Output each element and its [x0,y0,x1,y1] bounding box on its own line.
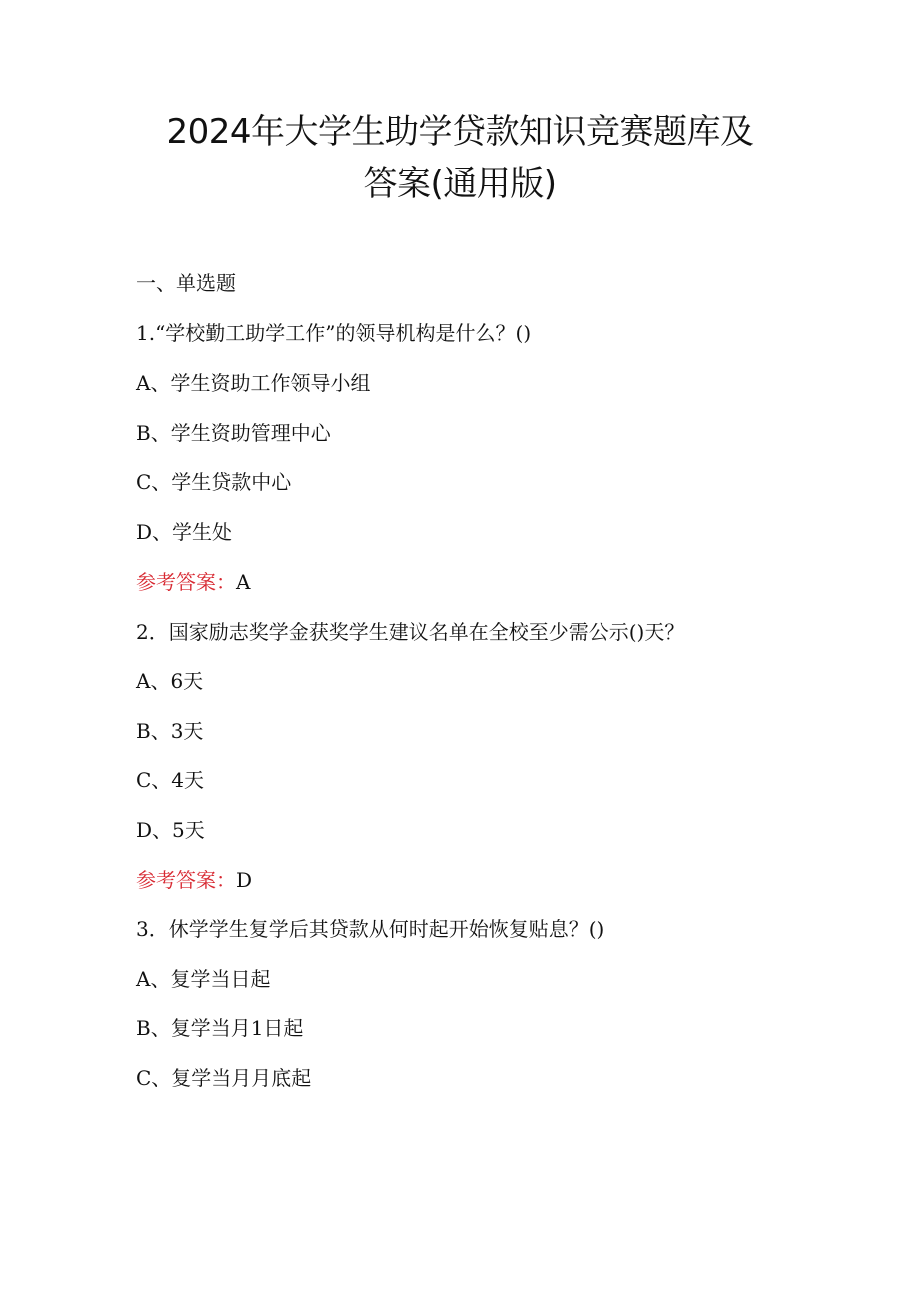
answer-label: 参考答案： [136,868,236,892]
question-2-answer [136,867,252,893]
question-2-option-a: A、6天 [136,669,204,693]
question-1-option-d: D、学生处 [136,520,233,544]
section-heading: 一、单选题 [136,271,236,295]
document-title-line-2: 答案(通用版) [363,164,557,204]
document-title-line-1: 2024年大学生助学贷款知识竞赛题库及 [166,112,754,152]
question-3-option-b: B、复学当月1日起 [136,1016,304,1040]
question-2-text: 2．国家励志奖学金获奖学生建议名单在全校至少需公示()天？ [136,620,685,644]
question-2-option-b: B、3天 [136,719,204,743]
question-3-text: 3．休学学生复学后其贷款从何时起开始恢复贴息？() [136,917,605,941]
question-3-option-a: A、复学当日起 [136,967,271,991]
question-1-option-c: C、学生贷款中心 [136,470,292,494]
answer-value: A [236,570,251,594]
answer-label: 参考答案： [136,570,236,594]
question-1-option-a: A、学生资助工作领导小组 [136,371,371,395]
answer-value: D [236,868,253,892]
question-3-option-c: C、复学当月月底起 [136,1066,312,1090]
question-2-option-c: C、4天 [136,768,205,792]
question-2-option-d: D、5天 [136,818,205,842]
question-1-option-b: B、学生资助管理中心 [136,421,331,445]
question-1-text: 1.“学校勤工助学工作”的领导机构是什么？() [136,321,532,345]
question-1-answer [136,569,250,595]
